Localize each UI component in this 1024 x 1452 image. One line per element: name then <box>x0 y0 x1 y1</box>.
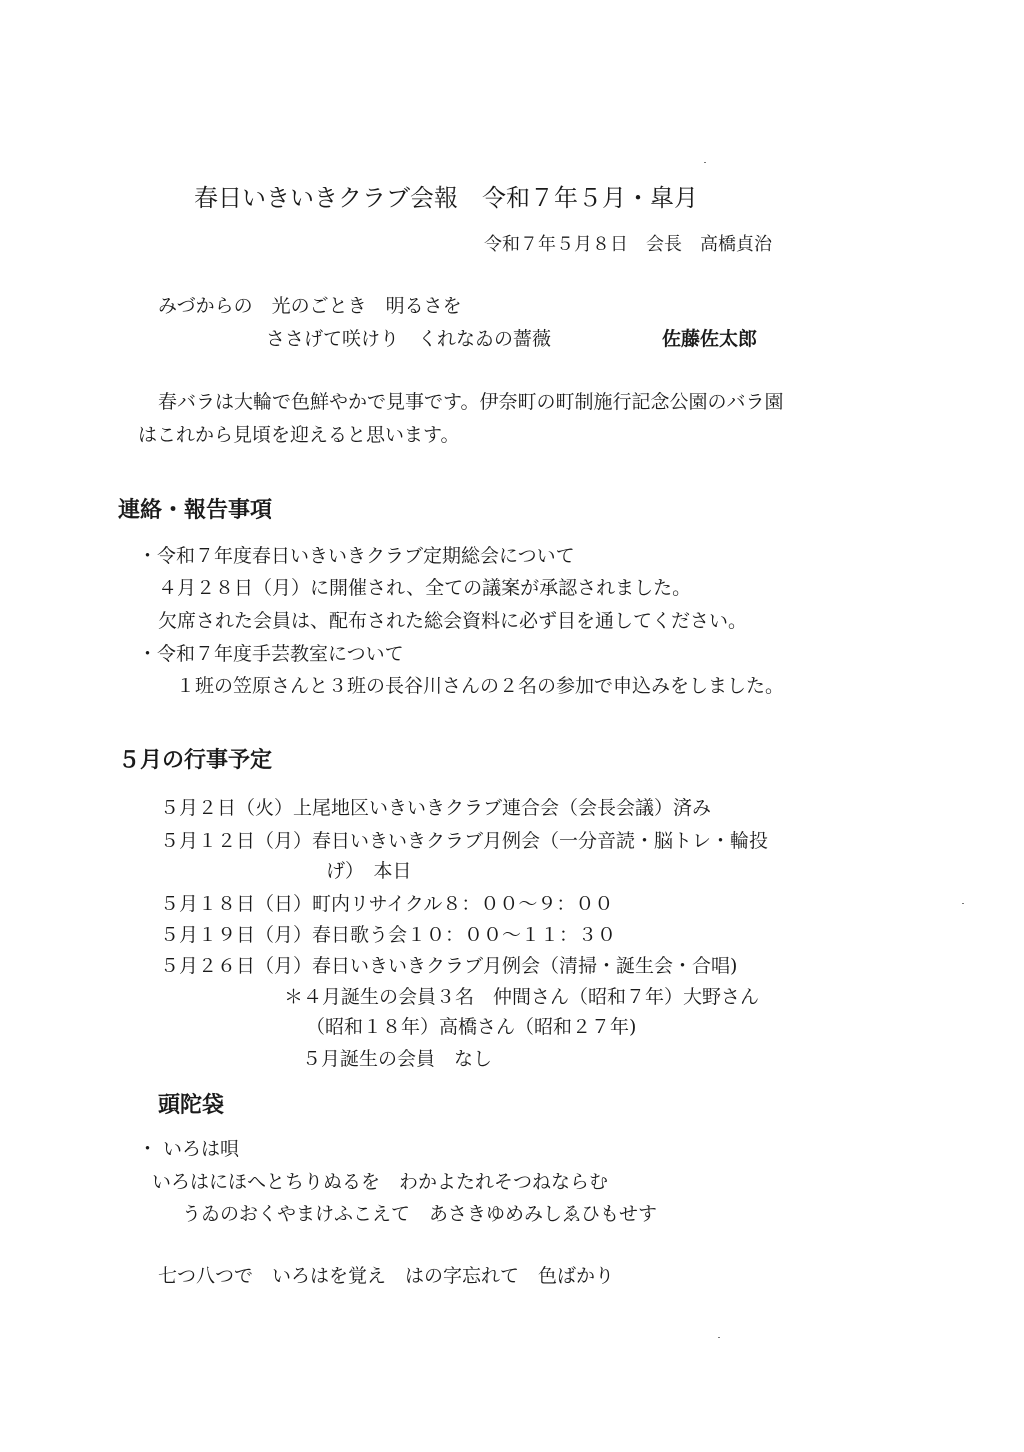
notice-line: 欠席された会員は、配布された総会資料に必ず目を通してください。 <box>158 610 748 632</box>
zudabukuro-heading: 頭陀袋 <box>158 1093 225 1118</box>
schedule-line: げ） 本日 <box>326 860 412 882</box>
zudabukuro-line: 七つ八つで いろはを覚え はの字忘れて 色ばかり <box>158 1265 615 1287</box>
intro-line-2: はこれから見頃を迎えると思います。 <box>138 424 460 446</box>
schedule-line: （昭和１８年）高橋さん（昭和２７年) <box>306 1016 637 1038</box>
zudabukuro-line: いろはにほへとちりぬるを わかよたれそつねならむ <box>152 1171 609 1193</box>
zudabukuro-line: うゐのおくやまけふこえて あさきゆめみしゑひもせす <box>182 1203 658 1225</box>
schedule-line: ５月２６日（月）春日いきいきクラブ月例会（清掃・誕生会・合唱) <box>160 955 738 977</box>
scan-speck <box>962 903 964 904</box>
scan-speck <box>718 1337 720 1338</box>
notice-line: ・令和７年度春日いきいきクラブ定期総会について <box>138 545 575 567</box>
schedule-line: ５月１２日（月）春日いきいきクラブ月例会（一分音読・脳トレ・輪投 <box>160 830 769 852</box>
poem-author: 佐藤佐太郎 <box>662 328 758 350</box>
schedule-line: ５月２日（火）上尾地区いきいきクラブ連合会（会長会議）済み <box>160 797 712 819</box>
notice-line: ４月２８日（月）に開催され、全ての議案が承認されました。 <box>158 577 692 599</box>
schedule-line: ５月誕生の会員 なし <box>302 1048 493 1070</box>
notice-line: ・令和７年度手芸教室について <box>138 643 404 665</box>
schedule-heading: ５月の行事予定 <box>118 748 273 773</box>
issue-date-author: 令和７年５月８日 会長 高橋貞治 <box>484 234 772 255</box>
zudabukuro-line: ・ いろは唄 <box>138 1138 240 1160</box>
schedule-line: ５月１９日（月）春日歌う会１０：００～１１：３０ <box>160 924 617 946</box>
intro-line-1: 春バラは大輪で色鮮やかで見事です。伊奈町の町制施行記念公園のバラ園 <box>158 391 784 413</box>
schedule-line: ＊４月誕生の会員３名 仲間さん（昭和７年）大野さん <box>284 986 760 1008</box>
poem-line-1: みづからの 光のごとき 明るさを <box>158 295 462 317</box>
newsletter-title: 春日いきいきクラブ会報 令和７年５月・皐月 <box>194 184 698 212</box>
poem-line-2: ささげて咲けり くれなゐの薔薇 <box>266 328 552 350</box>
scan-speck <box>704 162 706 163</box>
notices-heading: 連絡・報告事項 <box>118 498 273 523</box>
notice-line: １班の笠原さんと３班の長谷川さんの２名の参加で申込みをしました。 <box>176 675 785 697</box>
schedule-line: ５月１８日（日）町内リサイクル８：００～９：００ <box>160 893 614 915</box>
